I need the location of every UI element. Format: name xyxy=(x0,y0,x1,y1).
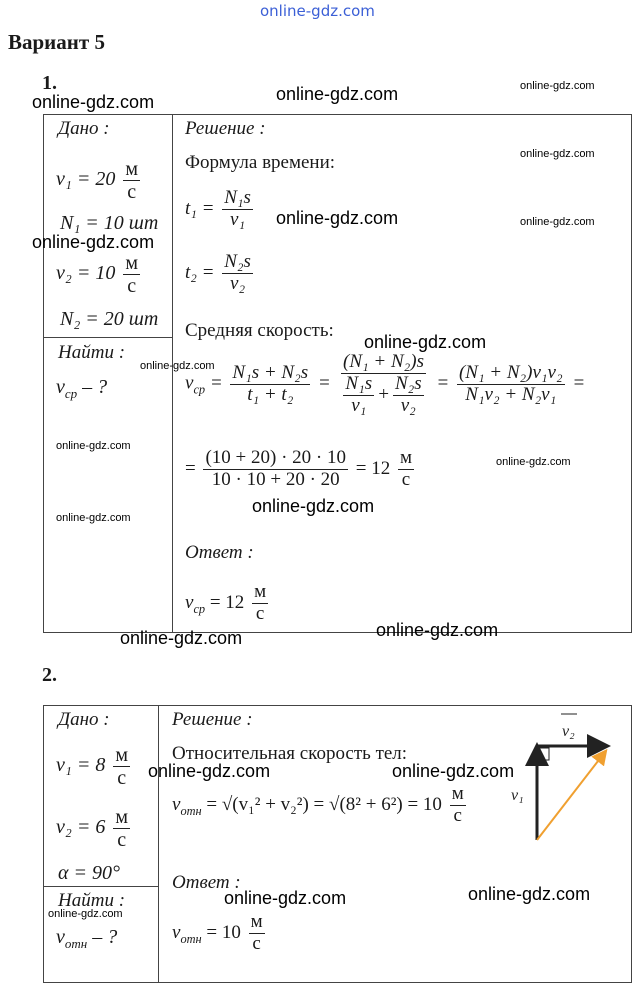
watermark: online-gdz.com xyxy=(48,908,123,920)
unit-num: м xyxy=(451,783,464,804)
problem1-divider xyxy=(172,114,173,633)
watermark: online-gdz.com xyxy=(56,440,131,452)
problem2-find xyxy=(56,926,117,952)
problem2-given-v1 xyxy=(56,744,133,789)
eq3-den: N₁v₂ + N₂v₁ xyxy=(465,383,557,405)
unit-den: с xyxy=(255,602,265,624)
eq2-den-a-num: N₁s xyxy=(345,372,373,394)
problem1-solution-label: Решение : xyxy=(185,118,266,139)
find-sub: ср xyxy=(64,386,78,401)
given-v1-text: v₁ = 20 xyxy=(56,168,116,191)
watermark: online-gdz.com xyxy=(468,884,591,904)
unit-num: м xyxy=(254,581,267,602)
calc-result: = 12 xyxy=(355,457,391,479)
unit-num: м xyxy=(399,447,412,468)
ans-symbol: v xyxy=(185,591,194,613)
problem1-find-label: Найти : xyxy=(58,342,126,363)
watermark: online-gdz.com xyxy=(520,80,595,92)
unit-num: м xyxy=(115,806,128,828)
unit-den: с xyxy=(117,829,127,851)
problem2-answer xyxy=(172,912,268,955)
eq3-num: (N₁ + N₂)v₁v₂ xyxy=(458,361,563,383)
problem1-given-n2: N₂ = 20 шт xyxy=(60,308,159,330)
problem1-dano-label: Дано : xyxy=(58,118,110,139)
watermark: online-gdz.com xyxy=(148,761,271,781)
eq2-den-b-den: v₂ xyxy=(400,394,416,416)
problem1-t2 xyxy=(185,252,256,295)
problem1-avg-speed-formula: $v_{ср}$ = $\frac{\text{N₁s + N₂s}}{\text{t₁ + t₂}}$ = (N₁ + N₂)s $\frac{\text{N₁s}}{\text{v₁}}$ + $\frac{\text{N₂s}}{\text{v₂}}$ = $\frac{\text{(N₁ + N₂)v₁v₂}}{\text{N₁v₂ + N₂v₁}}$ = xyxy=(185,351,586,416)
p2-find-symbol: v xyxy=(56,926,65,948)
t2-den: v₂ xyxy=(230,272,246,294)
watermark: online-gdz.com xyxy=(140,360,215,372)
watermark: online-gdz.com xyxy=(252,496,375,516)
problem1-calc: = $\frac{(10 + 20) \cdot 20 \cdot 10}{10 \cdot 10 + 20 \cdot 20}$ = 12 $\frac{м}{с}$ xyxy=(185,447,412,490)
find-tail: – ? xyxy=(82,376,108,398)
unit-den: с xyxy=(252,932,261,954)
problem2-dano-label: Дано : xyxy=(58,709,110,730)
watermark: online-gdz.com xyxy=(392,761,515,781)
unit-num: м xyxy=(115,744,128,766)
problem1-t1 xyxy=(185,188,256,231)
unit-den: с xyxy=(127,181,137,203)
watermark: online-gdz.com xyxy=(56,512,131,524)
watermark: online-gdz.com xyxy=(32,232,155,252)
problem1-given-v1 xyxy=(56,158,143,203)
problem1-given-n1: N₁ = 10 шт xyxy=(60,212,159,234)
given-v2-unit xyxy=(123,252,140,297)
problem2-number: 2. xyxy=(42,664,57,686)
t2-lhs: t₂ = xyxy=(185,261,215,283)
t2-num: N₂s xyxy=(224,251,251,272)
p2-v2-text: v₂ = 6 xyxy=(56,816,106,839)
problem2-given-divider xyxy=(43,886,159,887)
problem1-avg-speed-label: Средняя скорость: xyxy=(185,320,334,341)
problem2-rel-speed-label: Относительная скорость тел: xyxy=(172,743,408,764)
right-angle-mark xyxy=(537,748,549,760)
calc-num: (10 + 20) · 20 · 10 xyxy=(205,447,346,468)
problem2-given-v2 xyxy=(56,806,133,851)
problem1-find xyxy=(56,376,107,402)
watermark: online-gdz.com xyxy=(32,92,155,112)
eq2-den: $\frac{\text{N₁s}}{\text{v₁}}$ + $\frac{\text{N₂s}}{\text{v₂}}$ xyxy=(345,372,422,416)
ans-sub: ср xyxy=(193,601,206,616)
eq2-den-b-num: N₂s xyxy=(394,372,422,394)
watermark: online-gdz.com xyxy=(376,620,499,640)
diagram-v2-label: v₂ xyxy=(562,723,575,740)
watermark: online-gdz.com xyxy=(520,216,595,228)
problem2-solution-label: Решение : xyxy=(172,709,253,730)
watermark: online-gdz.com xyxy=(520,148,595,160)
unit-den: с xyxy=(127,275,137,297)
watermark: online-gdz.com xyxy=(496,456,571,468)
answer-value: = 12 xyxy=(209,591,245,613)
problem1-given-divider xyxy=(43,337,173,338)
vsr-sub: ср xyxy=(193,382,206,397)
watermark: online-gdz.com xyxy=(224,888,347,908)
given-v2-text: v₂ = 10 xyxy=(56,262,116,285)
p2-v1-text: v₁ = 8 xyxy=(56,754,106,777)
p2-find-tail: – ? xyxy=(92,926,118,948)
watermark-top: online-gdz.com xyxy=(260,2,375,20)
unit-den: с xyxy=(453,804,462,826)
eq2-num: (N₁ + N₂)s xyxy=(343,351,424,372)
unit-num: м xyxy=(125,158,138,180)
eq2-den-a-den: v₁ xyxy=(351,394,367,416)
watermark: online-gdz.com xyxy=(276,208,399,228)
problem1-answer-label: Ответ : xyxy=(185,542,254,563)
vector-resultant-arrow xyxy=(537,752,605,840)
problem1-answer xyxy=(185,582,271,625)
eq1-num: N₁s + N₂s xyxy=(232,361,309,383)
problem1-given-v2 xyxy=(56,252,143,297)
given-v1-unit xyxy=(123,158,140,203)
problem2-formula xyxy=(172,784,469,827)
problem1-formula-time-label: Формула времени: xyxy=(185,152,336,173)
p2-formula-sub: отн xyxy=(180,803,202,818)
problem2-divider xyxy=(158,705,159,983)
problem2-find-label: Найти : xyxy=(58,890,126,911)
vector-diagram xyxy=(505,708,625,848)
problem2-answer-label: Ответ : xyxy=(172,872,241,893)
problem2-given-alpha: α = 90° xyxy=(58,862,120,884)
p2-ans-symbol: v xyxy=(172,921,181,943)
unit-num: м xyxy=(250,911,263,932)
watermark: online-gdz.com xyxy=(276,84,399,104)
problem1-number: 1. xyxy=(42,72,57,94)
t1-num: N₁s xyxy=(224,187,251,208)
diagram-v1-label: v₁ xyxy=(511,787,524,804)
vsr-symbol: v xyxy=(185,372,194,394)
p2-formula-symbol: v xyxy=(172,793,181,815)
t1-lhs: t₁ = xyxy=(185,197,215,219)
p2-formula-rhs: = √(v₁² + v₂²) = √(8² + 6²) = 10 xyxy=(206,793,442,815)
unit-num: м xyxy=(125,252,138,274)
unit-den: с xyxy=(117,767,127,789)
calc-den: 10 · 10 + 20 · 20 xyxy=(211,468,340,490)
page-title: Вариант 5 xyxy=(8,30,105,54)
p2-answer-value: = 10 xyxy=(206,921,241,943)
unit-den: с xyxy=(401,468,411,490)
eq1-den: t₁ + t₂ xyxy=(247,383,294,405)
p2-find-sub: отн xyxy=(64,936,88,951)
watermark: online-gdz.com xyxy=(120,628,243,648)
watermark: online-gdz.com xyxy=(364,332,487,352)
p2-ans-sub: отн xyxy=(180,931,202,946)
find-symbol: v xyxy=(56,376,65,398)
t1-den: v₁ xyxy=(230,208,246,230)
